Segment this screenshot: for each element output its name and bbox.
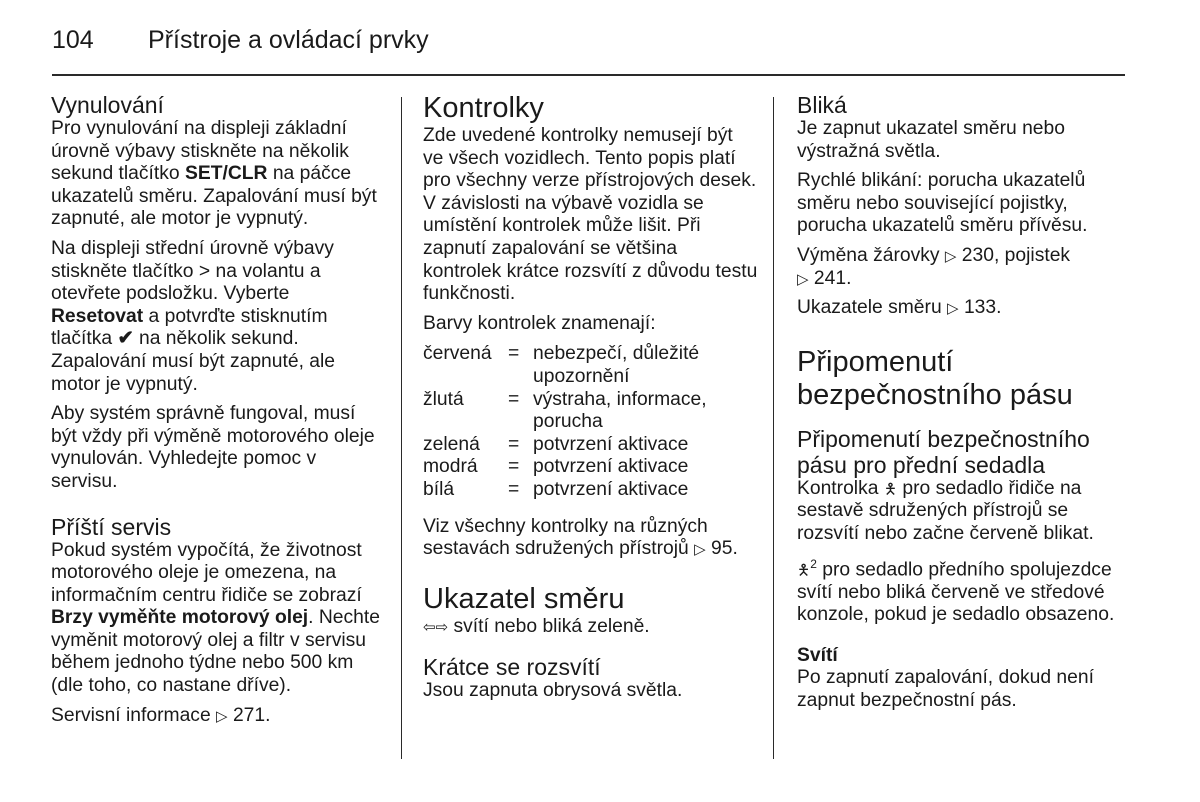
column-divider-2 xyxy=(773,97,774,759)
triangle-right-outline-icon: ▷ xyxy=(944,246,957,265)
section-title-vynulovani: Vynulování xyxy=(51,92,164,118)
paragraph-kontrolky-intro: Zde uvedené kontrolky nemusejí být ve všech vozidlech. Tento popis platí pro všechny verze přístrojových desek. V závislosti na výbavě vozidla se umístění kontrolek může lišit. Při zapnutí zapalování se většina kontrolek krátce rozsvítí z důvodu testu funkčnosti. xyxy=(423,125,758,305)
column-3 xyxy=(797,92,1132,720)
column-1 xyxy=(51,92,386,734)
section-title-kontrolky: Kontrolky xyxy=(423,92,544,124)
paragraph-kontrolka-ridic: Kontrolka 🯅 pro sedadlo řidiče na sestavě sdružených přístrojů se rozsvítí nebo začne červeně blikat. xyxy=(797,477,1094,544)
triangle-right-outline-icon: ▷ xyxy=(797,269,809,288)
triangle-right-outline-icon: ▷ xyxy=(216,706,228,725)
paragraph-servis: Pokud systém vypočítá, že životnost motorového oleje je omezena, na informačním centru řidiče se zobrazí Brzy vyměňte motorový olej. Nechte vyměnit motorový olej a filtr v servisu během jednoho týdne nebo 500 km (dle toho, co nastane dříve). xyxy=(51,539,380,697)
check-icon: ✔ xyxy=(117,328,134,350)
section-title-pristi-servis: Příští servis xyxy=(51,513,172,540)
color-definition-list: červená = nebezpečí, důležité upozornění žlutá = výstraha, informace, porucha zelená = potvrzení aktivace modrá = potvrzení aktivace bílá = potvrzení aktivace xyxy=(423,343,707,500)
section-title-ukazatel-smeru: Ukazatel směru xyxy=(423,582,625,615)
section-title-pripomenuti: Připomenutí bezpečnostního pásu xyxy=(797,345,1073,411)
page-number: 104 xyxy=(52,26,94,54)
paragraph-sviti: Po zapnutí zapalování, dokud není zapnut bezpečnostní pás. xyxy=(797,667,1094,711)
paragraph-reset-note: Aby systém správně fungoval, musí být vždy při výměně motorového oleje vynulován. Vyhledejte pomoc v servisu. xyxy=(51,403,375,492)
section-title-kratce: Krátce se rozsvítí xyxy=(423,654,601,681)
greater-than-icon: > xyxy=(198,260,211,282)
column-2 xyxy=(423,92,758,710)
paragraph-ukazatele-ref: Ukazatele směru ▷ 133. xyxy=(797,297,1002,319)
seatbelt-icon: 🯅 xyxy=(883,479,898,498)
header-rule xyxy=(52,74,1125,76)
triangle-right-outline-icon: ▷ xyxy=(694,540,706,559)
paragraph-spolujezdec: 🯅$^2$ pro sedadlo předního spolujezdce svítí nebo bliká červeně ve středové konzole, pokud je sedadlo obsazeno. xyxy=(797,556,1115,626)
paragraph-reset-basic: Pro vynulování na displeji základní úrovně výbavy stiskněte na několik sekund tlačítko SET/CLR na páčce ukazatelů směru. Zapalování musí být zapnuté, ale motor je vypnutý. xyxy=(51,118,377,230)
paragraph-rychle: Rychlé blikání: porucha ukazatelů směru nebo související pojistky, porucha ukazatelů směru přívěsu. xyxy=(797,170,1088,237)
paragraph-kontrolky-ref: Viz všechny kontrolky na různých sestavách sdružených přístrojů ▷ 95. xyxy=(423,515,738,560)
seatbelt-icon: 🯅 xyxy=(797,560,811,579)
paragraph-reset-mid: Na displeji střední úrovně výbavy stiskněte tlačítko > na volantu a otevřete podsložku. Vyberte Resetovat a potvrďte stisknutím tlačítka ✔ na několik sekund. Zapalování musí být zapnuté, ale motor je vypnutý. xyxy=(51,237,336,395)
subsection-title-predni-sedadla: Připomenutí bezpečnostního pásu pro přední sedadla xyxy=(797,425,1090,478)
column-divider-1 xyxy=(401,97,402,759)
section-title-sviti: Svítí xyxy=(797,644,838,666)
section-title-blika: Bliká xyxy=(797,92,847,118)
paragraph-ukazatel: ⇦⇨ svítí nebo bliká zeleně. xyxy=(423,615,650,637)
paragraph-vymena: Výměna žárovky ▷ 230, pojistek ▷ 241. xyxy=(797,244,1071,289)
turn-signal-arrows-icon: ⇦⇨ xyxy=(423,617,449,636)
paragraph-blika: Je zapnut ukazatel směru nebo výstražná světla. xyxy=(797,118,1065,162)
paragraph-kratce: Jsou zapnuta obrysová světla. xyxy=(423,680,683,702)
paragraph-servis-ref: Servisní informace ▷ 271. xyxy=(51,704,271,726)
paragraph-colors-intro: Barvy kontrolek znamenají: xyxy=(423,312,656,334)
page-header-title: Přístroje a ovládací prvky xyxy=(148,26,429,54)
triangle-right-outline-icon: ▷ xyxy=(947,299,959,318)
